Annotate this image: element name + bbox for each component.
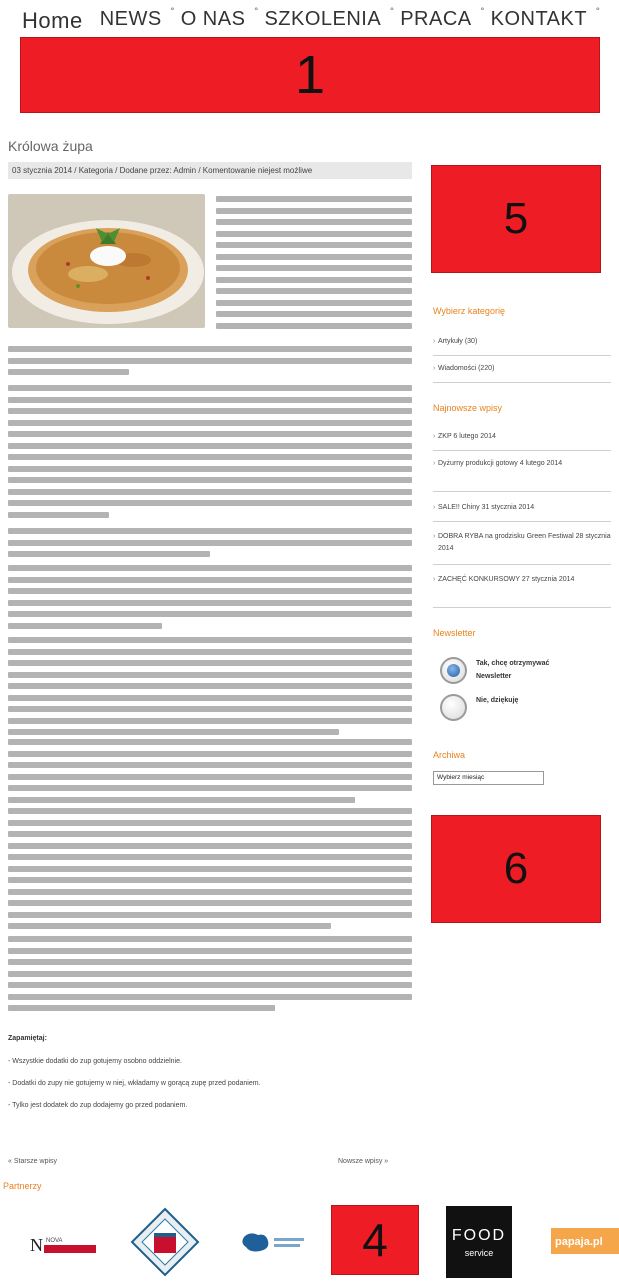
archive-month-select[interactable]: Wybierz miesiąc [433,771,544,785]
recent-post-item[interactable]: › Dyżurny produkcji gotowy 4 lutego 2014 [433,458,611,492]
nav-o-nas-link[interactable]: O NAS [180,8,246,30]
recent-post-item[interactable]: › SALE!! Chiny 31 stycznia 2014 [433,502,611,522]
category-item-artykuly[interactable]: › Artykuły (30) [433,336,611,356]
post-paragraph-2 [8,385,412,518]
newsletter-yes-radio[interactable] [440,657,467,684]
post-paragraph-7 [8,808,412,929]
nav-home-link[interactable]: Home [22,8,83,33]
newsletter-yes-label: Tak, chcę otrzymywać Newsletter [476,660,550,680]
nav-separator: ˚ [254,6,259,20]
nav-szkolenia-link[interactable]: SZKOLENIA [264,8,382,30]
archive-heading: Archiwa [433,750,466,760]
post-paragraph-1 [216,196,412,329]
recent-post-item[interactable]: › ZACHĘĆ KONKURSOWY 27 stycznia 2014 [433,574,611,608]
post-paragraph-1-cont [8,346,412,375]
nav-separator: ˚ [390,6,395,20]
soup-photo [8,194,205,328]
nav-kontakt-link[interactable]: KONTAKT [490,8,588,30]
nav-separator: ˚ [480,6,485,20]
ingredient-item: - Dodatki do zupy nie gotujemy w niej, wkładamy w gorącą zupę przed podaniem. [8,1080,261,1087]
top-navigation [0,8,619,38]
banner-placeholder-4[interactable]: 4 [331,1205,419,1275]
newsletter-no-radio[interactable] [440,694,467,721]
nav-news-link[interactable]: NEWS [99,8,162,30]
recent-post-item[interactable]: › ZKP 6 lutego 2014 [433,431,611,451]
ingredient-item: - Tylko jest dodatek do zup dodajemy go przed podaniem. [8,1102,188,1109]
partner-logo-food-service[interactable] [446,1206,512,1278]
post-paragraph-3 [8,528,412,557]
banner-placeholder-6[interactable]: 6 [431,815,601,923]
partner-logo-papaja[interactable] [551,1228,619,1254]
nav-separator: ˚ [596,6,601,20]
partner-logo-nova[interactable] [30,1233,96,1257]
newsletter-no-label: Nie, dziękuję [476,697,519,704]
post-paragraph-4 [8,565,412,629]
ingredients-title: Zapamiętaj: [8,1035,47,1042]
nav-separator: ˚ [170,6,175,20]
recent-posts-heading: Najnowsze wpisy [433,403,503,413]
banner-placeholder-1[interactable]: 1 [20,37,600,113]
newer-posts-link[interactable]: Nowsze wpisy » [338,1158,389,1165]
recent-post-item[interactable]: › DOBRA RYBA na grodzisku Green Festiwal 28 stycznia 2014 [433,531,611,565]
post-paragraph-5 [8,637,412,735]
nav-praca-link[interactable]: PRACA [400,8,472,30]
partner-logo-blue[interactable] [240,1229,308,1255]
partners-heading: Partnerzy [3,1181,42,1191]
newsletter-heading: Newsletter [433,628,476,638]
banner-placeholder-5[interactable]: 5 [431,165,601,273]
post-paragraph-8 [8,936,412,1011]
svg-text:NOVA: NOVA [46,1238,63,1244]
older-posts-link[interactable]: « Starsze wpisy [8,1158,58,1165]
svg-text:service: service [464,1248,494,1258]
post-meta: 03 stycznia 2014 / Kategoria / Dodane przez: Admin / Komentowanie niejest możliwe [8,162,412,179]
svg-text:papaja.pl: papaja.pl [555,1236,603,1248]
svg-text:FOOD: FOOD [451,1227,507,1244]
ingredient-item: - Wszystkie dodatki do zup gotujemy osobno oddzielnie. [8,1058,182,1065]
svg-text:N: N [30,1235,43,1255]
partner-logo-diamond[interactable] [130,1207,200,1277]
category-item-wiadomosci[interactable]: › Wiadomości (220) [433,363,611,383]
post-paragraph-6 [8,739,412,803]
categories-heading: Wybierz kategorię [433,306,505,316]
post-title[interactable]: Królowa żupa [8,138,93,154]
